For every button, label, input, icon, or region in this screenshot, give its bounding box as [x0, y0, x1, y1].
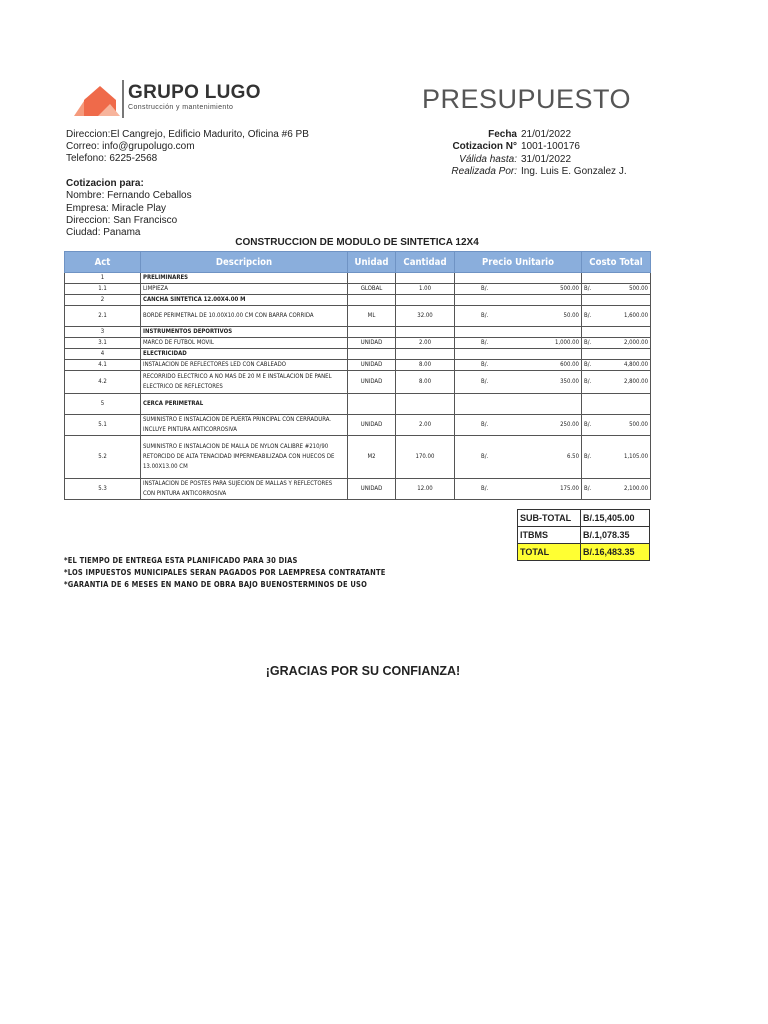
col-header-act: Act — [65, 252, 141, 273]
cell-unit — [348, 327, 396, 338]
valid-until-label: Válida hasta: — [459, 153, 517, 165]
cell-total-cost — [582, 295, 651, 306]
cell-description: INSTALACION DE POSTES PARA SUJECION DE MALLAS Y REFLECTORES CON PINTURA ANTICORROSIVA — [141, 479, 348, 500]
total-value: 16,483.35 — [594, 547, 635, 557]
cell-unit — [348, 273, 396, 284]
total-currency-cell: B/. — [584, 312, 592, 319]
cell-unit-price — [455, 306, 582, 327]
price-value: 350.00 — [560, 378, 579, 385]
cell-unit: UNIDAD — [348, 360, 396, 371]
cell-total-cost — [582, 338, 651, 349]
company-info — [66, 129, 309, 165]
cell-quantity — [396, 349, 455, 360]
total-cost-value: 1,600.00 — [623, 312, 648, 319]
table-row — [65, 436, 651, 479]
table-section-row — [65, 295, 651, 306]
valid-until-value: 31/01/2022 — [521, 153, 572, 165]
col-header-quantity: Cantidad — [396, 252, 455, 273]
cell-act: 1.1 — [65, 284, 141, 295]
cell-act: 2 — [65, 295, 141, 306]
brand-name: GRUPO LUGO — [128, 82, 261, 103]
cell-unit-price — [455, 415, 582, 436]
quote-number-value: 1001-100176 — [521, 141, 580, 153]
cell-quantity: 12.00 — [396, 479, 455, 500]
total-currency-cell: B/. — [584, 285, 592, 292]
cell-act: 4 — [65, 349, 141, 360]
company-logo — [74, 78, 261, 122]
total-cost-value: 2,100.00 — [623, 485, 648, 492]
total-currency-cell: B/. — [584, 378, 592, 385]
price-currency: B/. — [481, 453, 489, 460]
table-row — [65, 284, 651, 295]
house-logo-icon — [74, 82, 120, 118]
total-currency-cell: B/. — [584, 453, 592, 460]
cell-act: 5 — [65, 394, 141, 415]
cell-quantity: 170.00 — [396, 436, 455, 479]
notes — [64, 555, 386, 591]
cell-quantity: 32.00 — [396, 306, 455, 327]
client-name: Nombre: Fernando Ceballos — [66, 190, 192, 202]
date-label: Fecha — [488, 129, 517, 140]
total-cost-value: 2,000.00 — [623, 339, 648, 346]
thank-you-message: ¡GRACIAS POR SU CONFIANZA! — [265, 664, 461, 678]
cell-unit — [348, 394, 396, 415]
cell-quantity — [396, 327, 455, 338]
cell-description: LIMPIEZA — [141, 284, 348, 295]
cell-description: INSTALACION DE REFLECTORES LED CON CABLEADO — [141, 360, 348, 371]
tax-row — [518, 527, 650, 544]
total-currency-cell: B/. — [584, 339, 592, 346]
cell-quantity: 1.00 — [396, 284, 455, 295]
client-address: Direccion: San Francisco — [66, 214, 178, 226]
cell-total-cost — [582, 415, 651, 436]
col-header-description: Descripcion — [141, 252, 348, 273]
table-section-row — [65, 273, 651, 284]
table-row — [65, 306, 651, 327]
cell-quantity: 8.00 — [396, 360, 455, 371]
document-title: PRESUPUESTO — [422, 84, 632, 114]
price-currency: B/. — [481, 339, 489, 346]
cell-unit: GLOBAL — [348, 284, 396, 295]
table-row — [65, 371, 651, 394]
prepared-by-label: Realizada Por: — [451, 165, 517, 177]
cell-unit: UNIDAD — [348, 415, 396, 436]
cell-act: 3.1 — [65, 338, 141, 349]
price-currency: B/. — [481, 485, 489, 492]
cell-total-cost — [582, 436, 651, 479]
subtotal-currency: B/. — [583, 513, 595, 523]
cell-unit-price — [455, 284, 582, 295]
price-value: 50.00 — [563, 312, 579, 319]
price-currency: B/. — [481, 378, 489, 385]
note-delivery: *EL TIEMPO DE ENTREGA ESTA PLANIFICADO PARA 30 DIAS — [64, 556, 298, 565]
client-info — [66, 178, 192, 239]
cell-act: 5.3 — [65, 479, 141, 500]
cell-description: CANCHA SINTETICA 12.00X4.00 M — [141, 295, 348, 306]
table-row — [65, 415, 651, 436]
total-cost-value: 2,800.00 — [623, 378, 648, 385]
brand-tagline: Construcción y mantenimiento — [128, 104, 234, 111]
cell-unit: UNIDAD — [348, 338, 396, 349]
budget-table — [64, 251, 651, 500]
cell-description: CERCA PERIMETRAL — [141, 394, 348, 415]
cell-unit-price — [455, 394, 582, 415]
cell-unit-price — [455, 360, 582, 371]
totals-box — [517, 509, 650, 561]
cell-total-cost — [582, 479, 651, 500]
price-value: 6.50 — [566, 453, 579, 460]
cell-quantity — [396, 273, 455, 284]
company-address: Direccion:El Cangrejo, Edificio Madurito, Oficina #6 PB — [66, 129, 309, 140]
total-label: TOTAL — [518, 544, 581, 561]
table-section-row — [65, 394, 651, 415]
cell-unit: UNIDAD — [348, 479, 396, 500]
section-title: CONSTRUCCION DE MODULO DE SINTETICA 12X4 — [235, 237, 479, 248]
cell-unit — [348, 295, 396, 306]
table-row — [65, 338, 651, 349]
cell-unit-price — [455, 295, 582, 306]
cell-total-cost — [582, 273, 651, 284]
price-value: 175.00 — [560, 485, 579, 492]
client-heading: Cotizacion para: — [66, 178, 144, 189]
table-section-row — [65, 327, 651, 338]
cell-unit — [348, 349, 396, 360]
cell-unit-price — [455, 338, 582, 349]
cell-unit: M2 — [348, 436, 396, 479]
cell-total-cost — [582, 394, 651, 415]
tax-currency: B/. — [583, 530, 595, 540]
cell-total-cost — [582, 360, 651, 371]
price-currency: B/. — [481, 421, 489, 428]
table-row — [65, 479, 651, 500]
total-currency: B/. — [583, 547, 595, 557]
cell-total-cost — [582, 306, 651, 327]
cell-quantity — [396, 394, 455, 415]
price-currency: B/. — [481, 361, 489, 368]
cell-description: PRELIMINARES — [141, 273, 348, 284]
cell-act: 5.1 — [65, 415, 141, 436]
price-value: 600.00 — [560, 361, 579, 368]
price-currency: B/. — [481, 285, 489, 292]
cell-unit-price — [455, 349, 582, 360]
table-row — [65, 360, 651, 371]
cell-unit-price — [455, 371, 582, 394]
price-currency: B/. — [481, 312, 489, 319]
col-header-unit: Unidad — [348, 252, 396, 273]
cell-quantity: 2.00 — [396, 338, 455, 349]
cell-description: INSTRUMENTOS DEPORTIVOS — [141, 327, 348, 338]
cell-description: SUMINISTRO E INSTALACION DE MALLA DE NYLON CALIBRE #210/90 RETORCIDO DE ALTA TENACIDAD IMPERMEABILIZADA CON HUECOS DE 13.00X13.00 CM — [141, 436, 348, 479]
total-cost-value: 4,800.00 — [623, 361, 648, 368]
company-email: Correo: info@grupolugo.com — [66, 141, 195, 152]
logo-divider — [122, 80, 124, 118]
cell-unit-price — [455, 273, 582, 284]
table-header-row — [65, 252, 651, 273]
cell-total-cost — [582, 327, 651, 338]
cell-quantity: 2.00 — [396, 415, 455, 436]
cell-act: 4.1 — [65, 360, 141, 371]
date-value: 21/01/2022 — [521, 129, 572, 140]
total-cost-value: 500.00 — [629, 421, 648, 428]
cell-description: ELECTRICIDAD — [141, 349, 348, 360]
subtotal-value: 15,405.00 — [594, 513, 635, 523]
tax-label: ITBMS — [518, 527, 581, 544]
price-value: 250.00 — [560, 421, 579, 428]
total-cost-value: 1,105.00 — [623, 453, 648, 460]
total-cost-value: 500.00 — [629, 285, 648, 292]
note-warranty: *GARANTIA DE 6 MESES EN MANO DE OBRA BAJO BUENOSTERMINOS DE USO — [64, 580, 368, 589]
cell-act: 4.2 — [65, 371, 141, 394]
company-phone: Telefono: 6225-2568 — [66, 153, 158, 164]
subtotal-row — [518, 510, 650, 527]
subtotal-label: SUB-TOTAL — [518, 510, 581, 527]
col-header-unit-price: Precio Unitario — [455, 252, 582, 273]
cell-unit: ML — [348, 306, 396, 327]
cell-description: RECORRIDO ELECTRICO A NO MAS DE 20 M E INSTALACION DE PANEL ELECTRICO DE REFLECTORES — [141, 371, 348, 394]
cell-unit-price — [455, 327, 582, 338]
cell-act: 2.1 — [65, 306, 141, 327]
total-currency-cell: B/. — [584, 421, 592, 428]
cell-description: SUMINISTRO E INSTALACION DE PUERTA PRINCIPAL CON CERRADURA. INCLUYE PINTURA ANTICORROSIVA — [141, 415, 348, 436]
cell-unit-price — [455, 479, 582, 500]
quote-meta — [440, 129, 627, 178]
cell-unit: UNIDAD — [348, 371, 396, 394]
col-header-total-cost: Costo Total — [582, 252, 651, 273]
total-currency-cell: B/. — [584, 361, 592, 368]
client-company: Empresa: Miracle Play — [66, 202, 167, 214]
cell-act: 3 — [65, 327, 141, 338]
total-row — [518, 544, 650, 561]
total-currency-cell: B/. — [584, 485, 592, 492]
price-value: 500.00 — [560, 285, 579, 292]
cell-quantity: 8.00 — [396, 371, 455, 394]
cell-act: 1 — [65, 273, 141, 284]
tax-value: 1,078.35 — [594, 530, 630, 540]
cell-description: BORDE PERIMETRAL DE 10.00X10.00 CM CON BARRA CORRIDA — [141, 306, 348, 327]
quote-number-label: Cotizacion N° — [452, 141, 517, 153]
cell-unit-price — [455, 436, 582, 479]
table-section-row — [65, 349, 651, 360]
prepared-by-value: Ing. Luis E. Gonzalez J. — [521, 165, 627, 177]
client-city: Ciudad: Panama — [66, 227, 141, 239]
cell-quantity — [396, 295, 455, 306]
cell-total-cost — [582, 371, 651, 394]
price-value: 1,000.00 — [554, 339, 579, 346]
cell-total-cost — [582, 349, 651, 360]
cell-description: MARCO DE FUTBOL MOVIL — [141, 338, 348, 349]
cell-total-cost — [582, 284, 651, 295]
cell-act: 5.2 — [65, 436, 141, 479]
note-taxes: *LOS IMPUESTOS MUNICIPALES SERAN PAGADOS POR LAEMPRESA CONTRATANTE — [64, 568, 386, 577]
